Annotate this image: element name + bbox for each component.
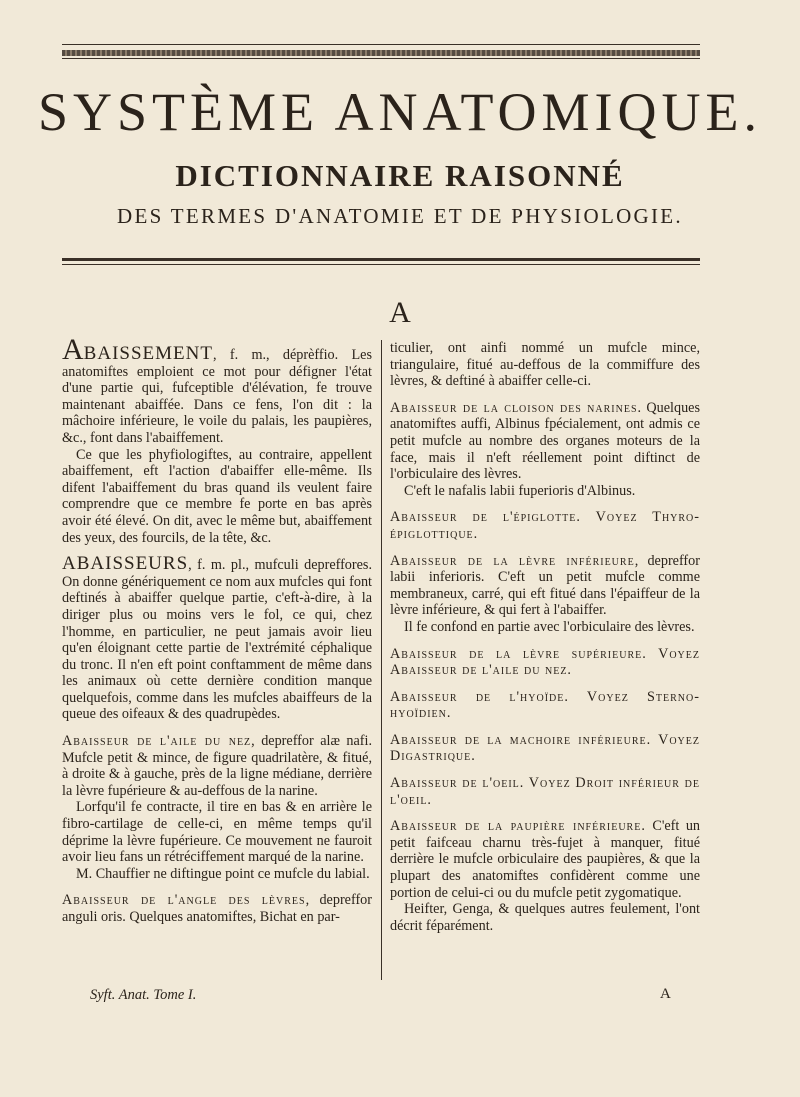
top-rule-lower [62,58,700,59]
entry-abaisseurs [62,553,372,723]
entry-headword: Abaisseur de la lèvre inférieure [390,552,635,569]
entry-paragraph [390,689,700,722]
top-rule [62,44,700,45]
top-ornament-rule [62,50,700,56]
printer-signature: Syft. Anat. Tome I. [90,987,197,1003]
entry-paragraph: Abaisseur de la lèvre inférieure, depreffor labii inferioris. C'eft un petit mufcle comme membraneux, carré, qui eft fitué dans l'épaiffeur de la lèvre inférieure, & qui fert à l'abaiffer. [390,552,700,619]
cross-reference: Voyez Droit inférieur de l'oeil. [390,775,700,808]
section-rule-thin [62,264,700,265]
entry-paragraph: M. Chauffier ne diftingue point ce mufcle du labial. [76,865,370,882]
drop-cap: A [62,333,84,366]
section-rule-thick [62,258,700,261]
entry-paragraph [390,509,700,542]
subtitle-secondary: DES TERMES D'ANATOMIE ET DE PHYSIOLOGIE. [117,204,683,228]
entry-continuation [390,340,700,390]
cross-reference: Voyez Digastrique. [390,731,700,765]
entry-paragraph: Abaisseur de la cloison des narines. Quelques anatomiftes auffi, Albinus fpécialement, ont admis ce petit mufcle au nombre des organes moteurs de la face, mais il n'eft réellement point diftinct de l'orbiculaire des lèvres. [390,399,701,483]
entry-headword: Abaisseur de la lèvre supérieure. [390,645,647,662]
entry-paragraph: C'eft le nafalis labii fuperioris d'Albinus. [404,482,636,499]
entry-paragraph: ABAISSEURS, f. m. pl., mufculi depreffores. On donne génériquement ce nom aux mufcles qui font deftinés à abaiffer quelque partie, c'eft-à-dire, à la diriger plus ou moins vers le fol, ce qui, chez l'homme, en particulier, ne peut jamais avoir lieu qu'en éloignant cette partie de l'extrémité céphalique du tronc. Il n'en eft point conftamment de même dans les animaux où cette dernière condition manque quelquefois, comme dans les mufcles abaiffeurs de la queue des oifeaux & des quadrupèdes. [62,553,372,723]
entry-abaisseur-epiglotte [390,509,700,542]
entry-paragraph: Heifter, Genga, & quelques autres feulement, l'ont décrit féparément. [390,901,700,934]
entry-paragraph: Il fe confond en partie avec l'orbiculaire des lèvres. [404,618,695,635]
entry-headword: BAISSEMENT [83,343,213,364]
entry-paragraph: Abaisseur de la paupière inférieure. C'eft un petit faifceau charnu très-fujet à manquer, fitué derrière le mufcle orbiculaire des paupières, & que la plupart des anatomiftes confidèrent comme une portion de celui-ci ou du mufcle petit zygomatique. [390,818,701,901]
catchword: A [660,986,671,1002]
entry-headword: Abaisseur de la machoire inférieure. [390,731,652,748]
entry-abaissement [62,333,372,546]
subtitle: DICTIONNAIRE RAISONNÉ [175,158,625,193]
entry-paragraph: Lorfqu'il fe contracte, il tire en bas & en arrière le fibro-cartilage de celle-ci, en même temps qu'il déprime la lèvre fupérieure. Ce mouvement ne fauroit avoir lieu fans un rétréciffement marqué de la narine. [62,799,372,866]
left-column [62,333,372,936]
cross-reference: Voyez Abaisseur de l'aile du nez. [390,645,700,679]
entry-abaisseur-aile-du-nez [62,733,372,882]
entry-abaisseur-machoire-inferieure [390,732,700,765]
entry-paragraph [390,775,700,808]
section-letter: A [389,296,411,329]
entry-headword: Abaisseur de la paupière inférieure. [390,818,646,835]
entry-headword: Abaisseur de la cloison des narines. [390,399,643,416]
entry-paragraph [390,732,700,765]
entry-headword: Abaisseur de l'angle des lèvres [62,892,306,909]
entry-paragraph [390,646,700,679]
entry-headword: Abaisseur de l'épiglotte. [390,509,581,526]
column-divider [381,340,382,980]
entry-paragraph: Ce que les phyfiologiftes, au contraire, appellent abaiffement, eft l'action d'abaiffer elle-même. Ils difent l'abaiffement du bras quand ils veulent faire comprendre que ce membre fe porte en bas après avoir été élevé. On dit, avec le même but, abaiffement des yeux, des fourcils, de la tête, &c. [62,446,372,546]
entry-paragraph: Abaisseur de l'angle des lèvres, depreffor anguli oris. Quelques anatomiftes, Bichat en par- [62,892,372,925]
entry-headword: Abaisseur de l'aile du nez [62,733,252,750]
entry-abaisseur-hyoide [390,689,700,722]
entry-abaisseur-oeil [390,775,700,808]
entry-abaisseur-angle-des-levres [62,892,372,925]
entry-abaisseur-levre-inferieure [390,553,700,636]
entry-headword: Abaisseur de l'oeil. [390,775,525,792]
cross-reference: Voyez Thyro-épiglottique. [390,509,701,542]
entry-headword: ABAISSEURS [62,553,189,575]
main-title: SYSTÈME ANATOMIQUE. [37,82,763,142]
entry-paragraph: ABAISSEMENT, f. m., déprèffio. Les anatomiftes emploient ce mot pour défigner l'état d'une partie qui, fufceptible d'élévation, fe trouve maintenant abaiffée. Dans ce fens, l'on dit : la mâchoire inférieure, le voile du palais, les paupières, &c., font dans l'abaiffement. [62,333,372,446]
entry-paragraph: Abaisseur de l'aile du nez, depreffor alæ nafi. Mufcle petit & mince, de figure quadrilatère, & fitué, à droite & à gauche, près de la ligne médiane, derrière la lèvre fupérieure & au-deffous de la narine. [62,733,372,799]
entry-headword: Abaisseur de l'hyoïde. [390,688,569,705]
entry-abaisseur-paupiere-inferieure [390,818,700,934]
entry-paragraph: ticulier, ont ainfi nommé un mufcle mince, triangulaire, fitué au-deffous de la commiffure des lèvres, & deftiné à abaiffer celle-ci. [390,340,700,390]
entry-abaisseur-cloison-narines [390,400,700,500]
right-column [390,340,700,944]
entry-abaisseur-levre-superieure [390,646,700,679]
cross-reference: Voyez Sterno-hyoïdien. [390,688,700,722]
